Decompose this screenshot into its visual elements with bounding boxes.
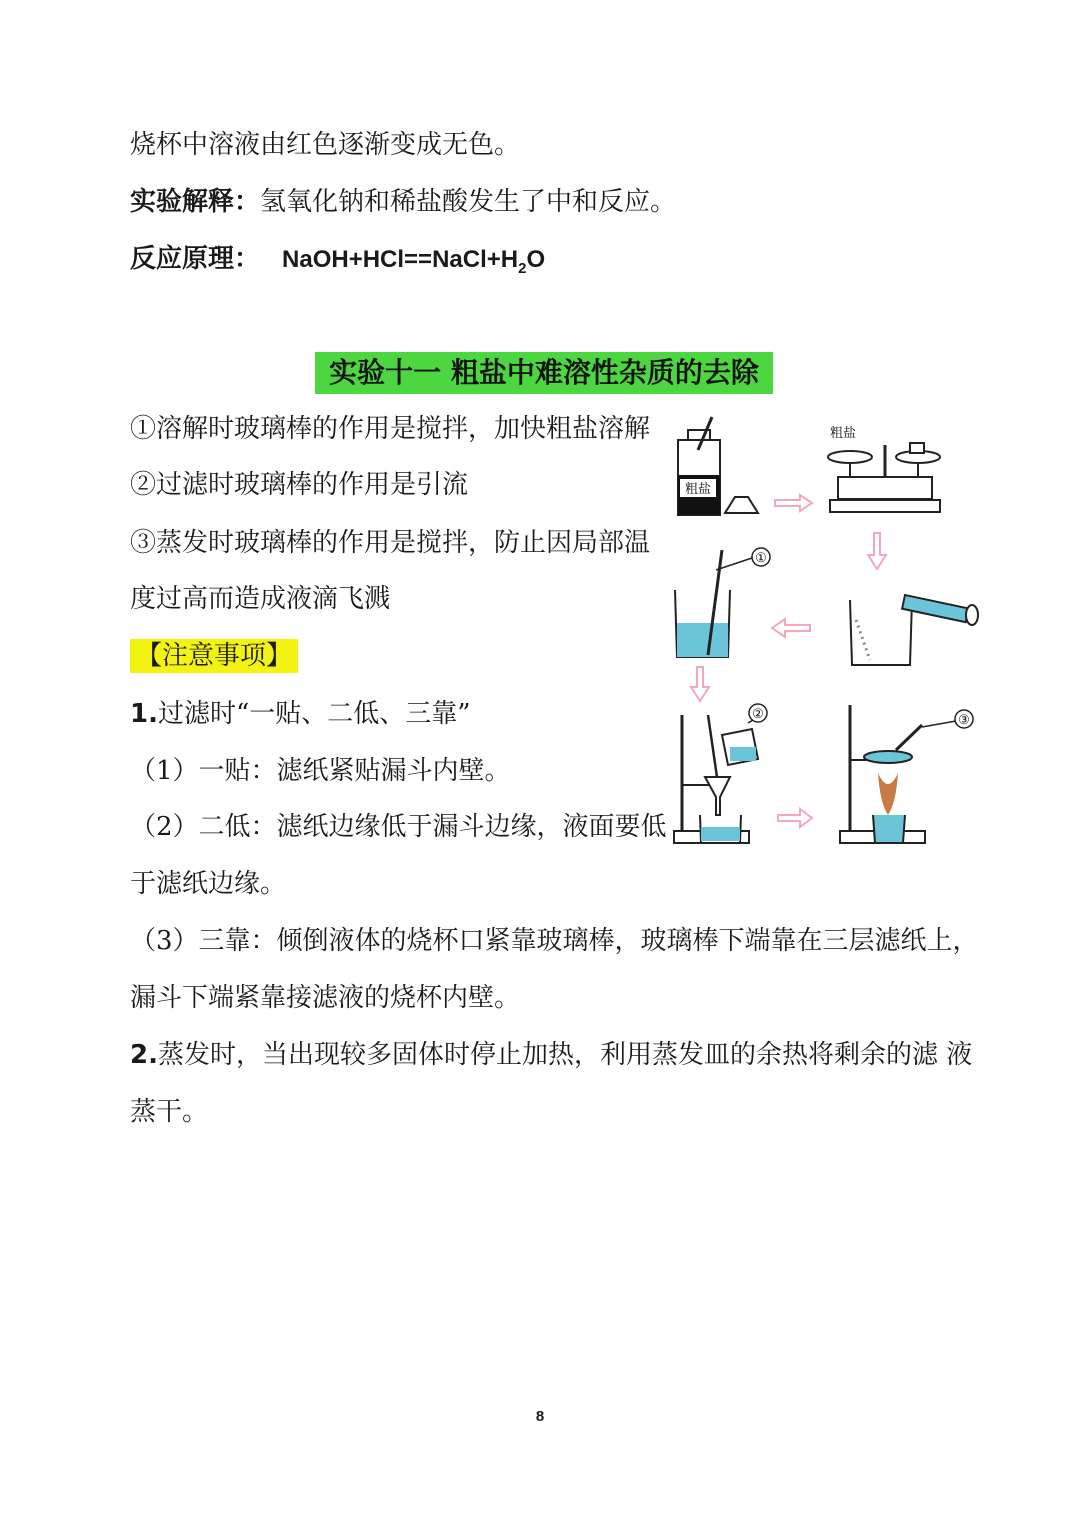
arrow-left-middle xyxy=(772,619,810,637)
bottle-label: 粗盐 xyxy=(684,482,712,497)
formula-part-b: O xyxy=(526,246,546,273)
evaporate-text: 蒸发时，当出现较多固体时停止加热，利用蒸发皿的余热将剩余的滤 液 xyxy=(157,1040,973,1070)
principle-label: 反应原理： xyxy=(130,244,261,274)
arrow-right-bottom xyxy=(778,809,812,827)
line-beaker-color-change: 烧杯中溶液由红色逐渐变成无色。 xyxy=(130,130,521,160)
reaction-formula xyxy=(282,246,546,277)
filter-rule-1: （1）一贴：滤纸紧贴漏斗内壁。 xyxy=(130,756,511,786)
arrow-right-top xyxy=(775,495,812,511)
page-number: 8 xyxy=(535,1408,545,1425)
evaporate-note-cont: 蒸干。 xyxy=(130,1097,209,1127)
marker-1: ① xyxy=(755,551,767,566)
explanation-text: 氢氧化钠和稀盐酸发生了中和反应。 xyxy=(260,187,677,217)
stirring-beaker xyxy=(675,548,770,657)
notes-heading: 【注意事项】 xyxy=(130,639,298,673)
line-principle xyxy=(130,242,545,286)
salt-purification-diagram xyxy=(660,405,985,855)
evaporation-setup xyxy=(840,705,973,843)
evaporate-number: 2. xyxy=(130,1040,158,1070)
marker-3: ③ xyxy=(958,713,970,728)
evaporate-note xyxy=(130,1038,972,1072)
filter-rule-2-cont: 于滤纸边缘。 xyxy=(130,869,287,899)
point-evaporate-cont: 度过高而造成液滴飞溅 xyxy=(130,584,391,614)
filter-rule-3: （3）三靠：倾倒液体的烧杯口紧靠玻璃棒，玻璃棒下端靠在三层滤纸上， xyxy=(130,926,979,956)
point-filter: ②过滤时玻璃棒的作用是引流 xyxy=(130,470,469,500)
point-dissolve: ①溶解时玻璃棒的作用是搅拌，加快粗盐溶解 xyxy=(130,414,651,444)
filtration-setup xyxy=(674,704,767,843)
arrow-down-left xyxy=(691,667,709,701)
section-title: 实验十一 粗盐中难溶性杂质的去除 xyxy=(315,352,773,394)
weighing-paper xyxy=(725,497,758,513)
dissolving-beaker xyxy=(850,595,978,665)
explanation-label: 实验解释： xyxy=(130,187,261,217)
filter-rule-3-cont: 漏斗下端紧靠接滤液的烧杯内壁。 xyxy=(130,983,521,1013)
formula-subscript: 2 xyxy=(518,259,527,277)
balance-label: 粗盐 xyxy=(830,426,857,441)
filter-number: 1. xyxy=(130,699,158,729)
point-evaporate: ③蒸发时玻璃棒的作用是搅拌，防止因局部温 xyxy=(130,528,651,558)
balance-scale xyxy=(828,425,940,512)
arrow-down-right xyxy=(868,533,886,569)
marker-2: ② xyxy=(752,707,764,722)
formula-part-a: NaOH+HCl==NaCl+H xyxy=(282,246,519,273)
filter-heading xyxy=(130,697,471,731)
filter-rule-2: （2）二低：滤纸边缘低于漏斗边缘，液面要低 xyxy=(130,812,667,842)
notes-heading-line xyxy=(130,639,298,673)
filter-heading-text: 过滤时“一贴、二低、三靠” xyxy=(157,699,471,729)
reagent-bottle xyxy=(678,417,720,515)
line-explanation xyxy=(130,185,676,219)
